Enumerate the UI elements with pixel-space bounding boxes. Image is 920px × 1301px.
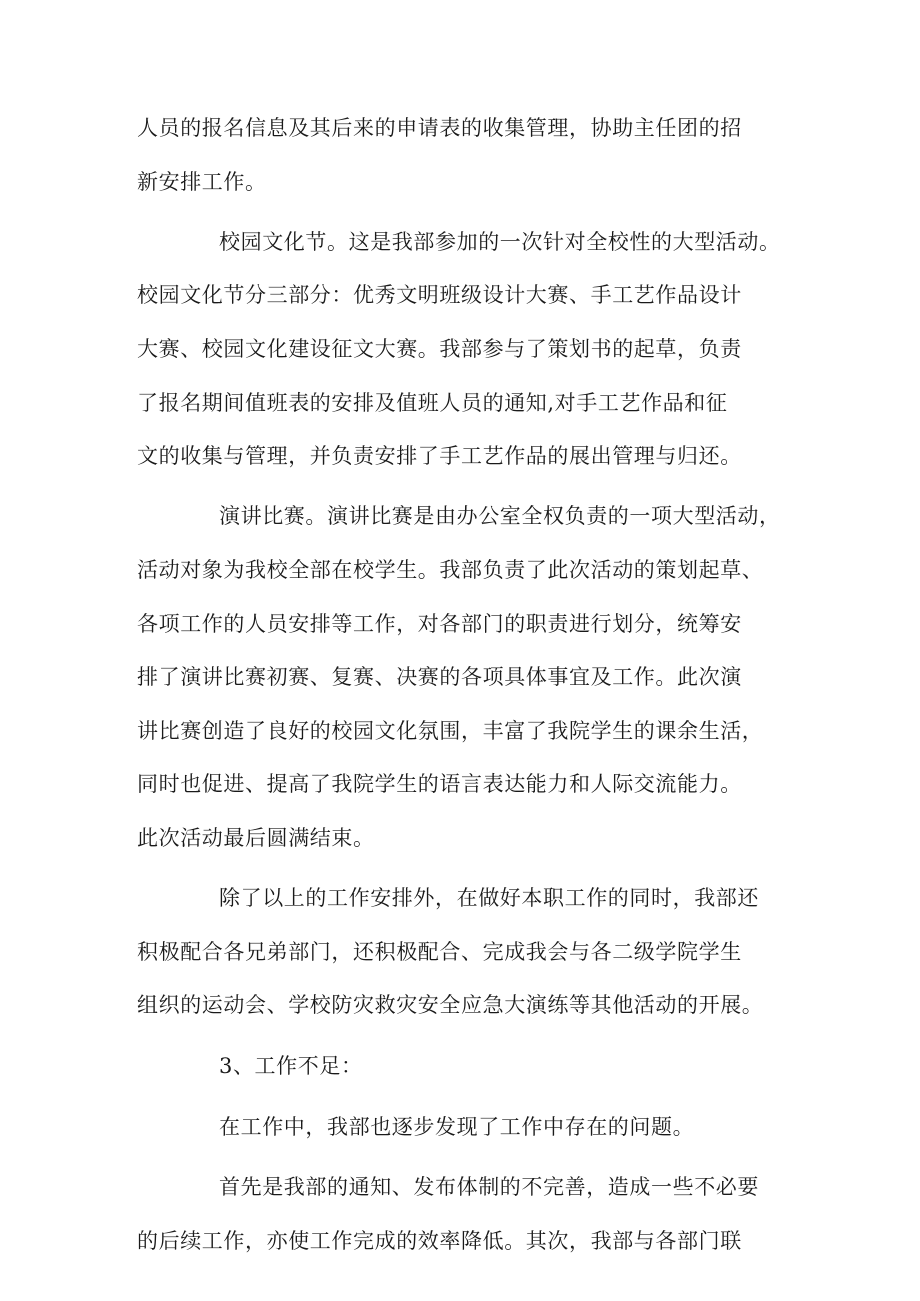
text-line: 排了演讲比赛初赛、复赛、决赛的各项具体事宜及工作。此次演 — [137, 665, 742, 689]
paragraph-start-line: 除了以上的工作安排外，在做好本职工作的同时，我部还 — [219, 886, 759, 910]
paragraph-start-line: 首先是我部的通知、发布体制的不完善，造成一些不必要 — [219, 1175, 759, 1199]
text-line: 校园文化节分三部分：优秀文明班级设计大赛、手工艺作品设计 — [137, 283, 742, 307]
text-line: 的后续工作，亦使工作完成的效率降低。其次，我部与各部门联 — [137, 1229, 742, 1253]
text-line: 大赛、校园文化建设征文大赛。我部参与了策划书的起草，负责 — [137, 337, 742, 361]
text-line: 新安排工作。 — [137, 170, 267, 194]
text-line: 积极配合各兄弟部门，还积极配合、完成我会与各二级学院学生 — [137, 940, 742, 964]
paragraph-start-line: 校园文化节。这是我部参加的一次针对全校性的大型活动。 — [219, 230, 781, 254]
text-line: 文的收集与管理，并负责安排了手工艺作品的展出管理与归还。 — [137, 444, 742, 468]
text-line: 各项工作的人员安排等工作，对各部门的职责进行划分，统筹安 — [137, 612, 742, 636]
text-line: 活动对象为我校全部在校学生。我部负责了此次活动的策划起草、 — [137, 558, 764, 582]
section-heading: 3、工作不足： — [219, 1054, 363, 1078]
text-line: 了报名期间值班表的安排及值班人员的通知,对手工艺作品和征 — [137, 391, 728, 415]
text-line: 组织的运动会、学校防灾救灾安全应急大演练等其他活动的开展。 — [137, 993, 764, 1017]
text-line: 此次活动最后圆满结束。 — [137, 826, 375, 850]
paragraph-start-line: 在工作中，我部也逐步发现了工作中存在的问题。 — [219, 1115, 695, 1139]
paragraph-start-line: 演讲比赛。演讲比赛是由办公室全权负责的一项大型活动， — [219, 504, 781, 528]
text-line: 人员的报名信息及其后来的申请表的收集管理，协助主任团的招 — [137, 116, 742, 140]
text-line: 讲比赛创造了良好的校园文化氛围，丰富了我院学生的课余生活， — [137, 719, 764, 743]
text-line: 同时也促进、提高了我院学生的语言表达能力和人际交流能力。 — [137, 772, 742, 796]
